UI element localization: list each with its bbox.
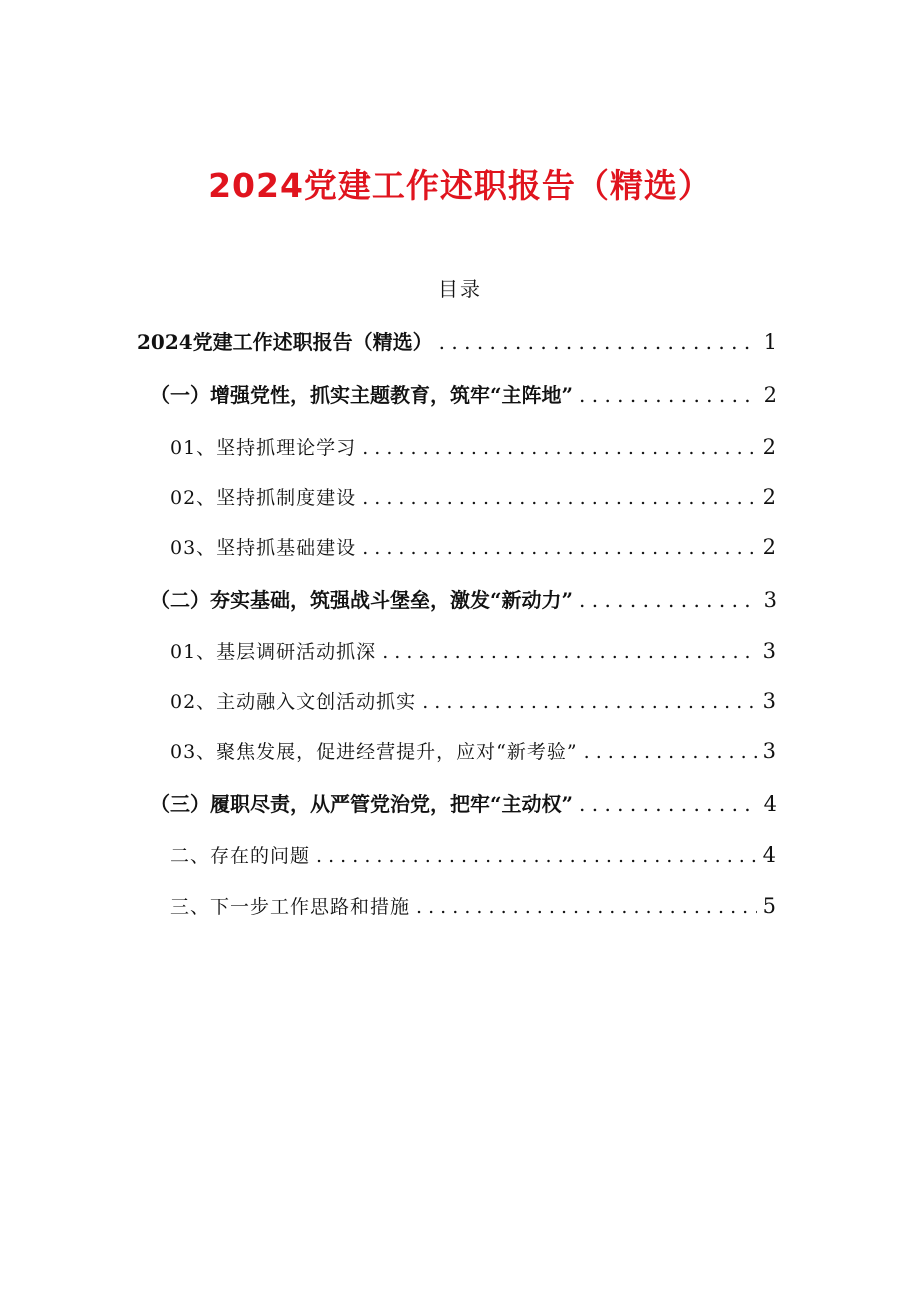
toc-entry-text: 02、坚持抓制度建设: [170, 487, 357, 509]
toc-page-number: 3: [763, 588, 777, 612]
toc-entry-existing-problems[interactable]: [170, 840, 777, 871]
toc-dot-leader: [362, 533, 756, 563]
toc-dot-leader: [362, 433, 756, 463]
toc-page-number: 3: [762, 639, 777, 663]
toc-entry-text: 01、坚持抓理论学习: [170, 437, 357, 459]
toc-dot-leader: [579, 380, 758, 410]
toc-entry-text: 03、坚持抓基础建设: [170, 537, 357, 559]
toc-page-number: 2: [762, 535, 777, 559]
toc-dot-leader: [439, 327, 758, 357]
toc-heading: 目录: [438, 277, 482, 301]
toc-entry-text: （二）夯实基础，筑强战斗堡垒，激发“新动力”: [150, 588, 574, 612]
toc-entry-text: 三、下一步工作思路和措施: [170, 896, 411, 918]
toc-entry-cultural-activities[interactable]: [170, 686, 777, 717]
toc-page-number: 2: [762, 435, 777, 459]
toc-page-number: 3: [762, 689, 777, 713]
toc-page-number: 5: [762, 894, 777, 918]
toc-entry-text: 02、主动融入文创活动抓实: [170, 691, 417, 713]
toc-entry-section-3[interactable]: [150, 789, 777, 819]
toc-dot-leader: [316, 841, 757, 871]
toc-dot-leader: [422, 687, 756, 717]
toc-dot-leader: [579, 789, 758, 819]
toc-entry-text: 01、基层调研活动抓深: [170, 641, 377, 663]
toc-entry-business-improvement[interactable]: [170, 736, 777, 767]
toc-entry-text: 2024党建工作述职报告（精选）: [137, 330, 433, 354]
toc-dot-leader: [382, 637, 756, 667]
toc-entry-theory-study[interactable]: [170, 432, 777, 463]
toc-dot-leader: [362, 483, 756, 513]
toc-page-number: 4: [763, 792, 777, 816]
toc-entry-text: （三）履职尽责，从严管党治党，把牢“主动权”: [150, 792, 574, 816]
toc-dot-leader: [416, 892, 757, 922]
toc-dot-leader: [584, 737, 757, 767]
toc-entry-grassroots-research[interactable]: [170, 636, 777, 667]
toc-entry-text: 03、聚焦发展，促进经营提升，应对“新考验”: [170, 741, 578, 763]
toc-page-number: 1: [763, 330, 777, 354]
toc-entry-foundation-building[interactable]: [170, 532, 777, 563]
toc-entry-section-1[interactable]: [150, 380, 777, 410]
toc-entry-text: 二、存在的问题: [170, 845, 311, 867]
toc-dot-leader: [579, 585, 758, 615]
toc-entry-next-steps[interactable]: [170, 891, 777, 922]
toc-entry-text: （一）增强党性，抓实主题教育，筑牢“主阵地”: [150, 383, 574, 407]
toc-page-number: 4: [762, 843, 777, 867]
toc-entry-section-2[interactable]: [150, 585, 777, 615]
toc-page-number: 2: [762, 485, 777, 509]
toc-entry-report-title[interactable]: [137, 327, 777, 357]
document-title: 2024党建工作述职报告（精选）: [208, 166, 712, 206]
toc-page-number: 3: [762, 739, 777, 763]
toc-entry-system-building[interactable]: [170, 482, 777, 513]
toc-page-number: 2: [763, 383, 777, 407]
